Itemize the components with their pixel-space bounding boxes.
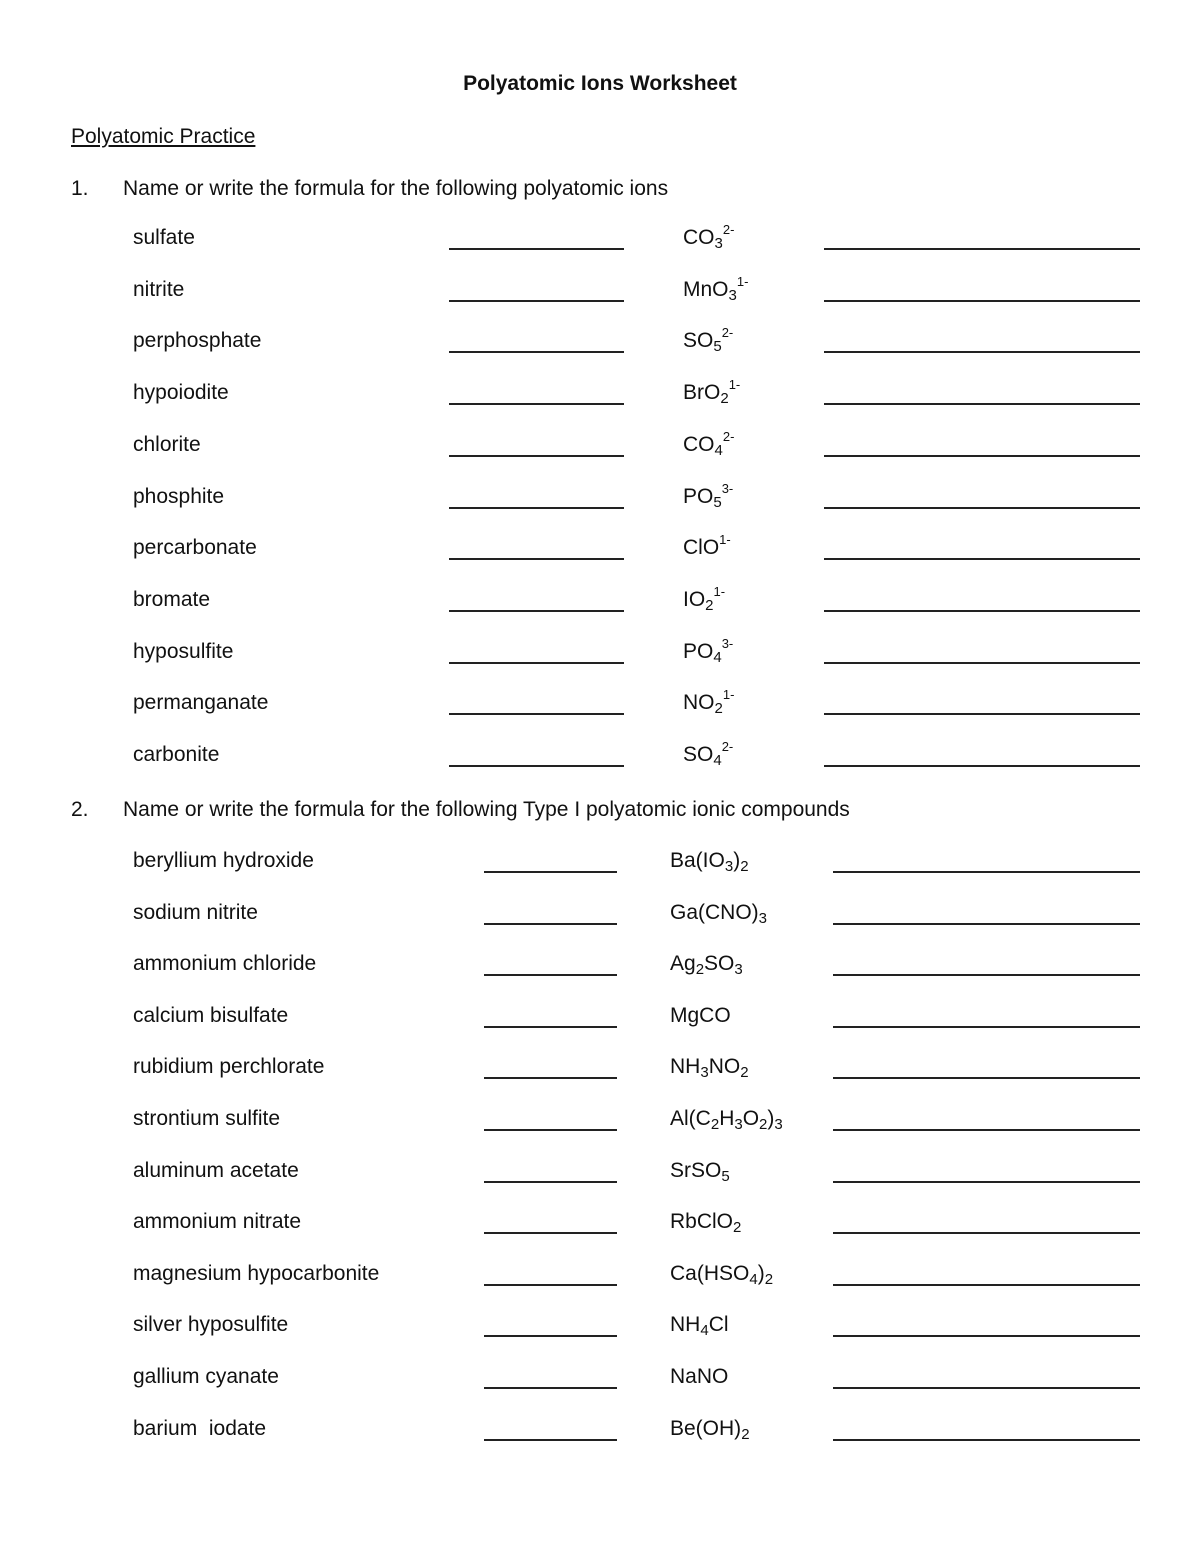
worksheet-row [0, 687, 1200, 743]
worksheet-title: Polyatomic Ions Worksheet [463, 72, 737, 95]
formula-text: H [719, 1107, 735, 1130]
formula-charge: 3- [721, 635, 734, 651]
formula-text: BrO [683, 381, 721, 405]
formula-text: IO [683, 587, 706, 611]
ion-name: aluminum acetate [133, 1158, 299, 1182]
formula-text: Ba(IO [670, 849, 725, 872]
formula-text: ) [757, 1261, 765, 1285]
worksheet-row [0, 1210, 1200, 1262]
worksheet-row [0, 739, 1200, 795]
worksheet-row [0, 1365, 1200, 1417]
chemical-formula [683, 687, 735, 718]
chemical-formula [670, 952, 743, 979]
chemical-formula [683, 583, 726, 614]
worksheet-row [0, 532, 1200, 588]
chemical-formula [683, 739, 734, 769]
ion-name: nitrite [133, 277, 185, 301]
name-answer-blank[interactable] [833, 1439, 1140, 1441]
formula-answer-blank[interactable] [484, 871, 617, 873]
chemical-formula [670, 1313, 729, 1340]
name-answer-blank[interactable] [833, 1129, 1140, 1131]
formula-answer-blank[interactable] [484, 1026, 617, 1028]
worksheet-row [0, 1055, 1200, 1107]
formula-charge: 2- [721, 325, 734, 341]
formula-subscript: 3 [724, 858, 734, 875]
ion-name: percarbonate [133, 536, 257, 560]
formula-subscript: 3 [758, 909, 768, 927]
formula-answer-blank[interactable] [449, 403, 624, 405]
worksheet-row [0, 222, 1200, 278]
name-answer-blank[interactable] [824, 765, 1140, 767]
formula-text: MnO [683, 277, 729, 301]
formula-text: NH [670, 1313, 701, 1337]
formula-answer-blank[interactable] [484, 1335, 617, 1337]
chemical-formula [670, 1262, 773, 1286]
name-answer-blank[interactable] [824, 403, 1140, 405]
formula-charge: 1- [713, 583, 726, 599]
ion-name: phosphite [133, 484, 225, 508]
formula-answer-blank[interactable] [449, 713, 624, 715]
formula-answer-blank[interactable] [484, 1077, 617, 1079]
name-answer-blank[interactable] [824, 351, 1140, 353]
name-answer-blank[interactable] [833, 974, 1140, 976]
chemical-formula [683, 532, 731, 560]
name-answer-blank[interactable] [824, 248, 1140, 250]
formula-answer-blank[interactable] [484, 1181, 617, 1183]
ion-name: chlorite [133, 432, 201, 456]
formula-text: NH [670, 1055, 701, 1079]
chemical-formula [683, 480, 734, 511]
chemical-formula [683, 325, 734, 356]
formula-charge: 2- [722, 428, 735, 444]
formula-subscript: 2 [710, 1116, 720, 1133]
section-heading: Polyatomic Practice [71, 125, 256, 148]
formula-charge: 1- [722, 687, 735, 703]
worksheet-row [0, 1313, 1200, 1365]
ion-name: carbonite [133, 743, 220, 766]
ion-name: permanganate [133, 691, 269, 715]
formula-answer-blank[interactable] [449, 558, 624, 560]
formula-text: Be(OH) [670, 1416, 742, 1440]
formula-answer-blank[interactable] [484, 1232, 617, 1234]
ion-name: sodium nitrite [133, 900, 258, 924]
worksheet-row [0, 952, 1200, 1004]
chemical-formula [670, 1055, 749, 1082]
formula-text: CO [683, 226, 715, 249]
formula-subscript: 3 [714, 235, 723, 252]
formula-answer-blank[interactable] [484, 1439, 617, 1441]
formula-subscript: 2 [764, 1270, 774, 1288]
ion-name: sulfate [133, 226, 195, 249]
worksheet-row [0, 635, 1200, 692]
formula-text: RbClO [670, 1210, 734, 1234]
ion-name: magnesium hypocarbonite [133, 1261, 380, 1285]
chemical-formula [670, 1417, 750, 1441]
formula-subscript: 2 [741, 1425, 750, 1443]
formula-text: PO [683, 484, 714, 508]
formula-text: Ca(HSO [670, 1261, 750, 1285]
chemical-formula [683, 428, 735, 459]
chemical-formula [683, 635, 734, 666]
ion-name: ammonium nitrate [133, 1210, 302, 1234]
formula-subscript: 4 [749, 1270, 758, 1288]
formula-charge: 1- [728, 377, 741, 393]
formula-text: NO [683, 691, 715, 715]
formula-subscript: 2 [720, 390, 729, 408]
formula-charge: 2- [722, 222, 735, 237]
formula-subscript: 3 [734, 961, 743, 979]
name-answer-blank[interactable] [833, 923, 1140, 925]
formula-answer-blank[interactable] [449, 300, 624, 302]
formula-answer-blank[interactable] [484, 1387, 617, 1389]
name-answer-blank[interactable] [824, 455, 1140, 457]
ion-name: barium iodate [133, 1416, 267, 1440]
formula-answer-blank[interactable] [484, 1129, 617, 1131]
worksheet-row [0, 1159, 1200, 1211]
name-answer-blank[interactable] [833, 1077, 1140, 1079]
name-answer-blank[interactable] [833, 1284, 1140, 1286]
formula-answer-blank[interactable] [449, 765, 624, 767]
name-answer-blank[interactable] [824, 662, 1140, 664]
formula-charge: 1- [719, 532, 731, 548]
formula-text: SrSO [670, 1158, 722, 1182]
worksheet-row [0, 428, 1200, 485]
formula-subscript: 5 [713, 493, 722, 511]
formula-charge: 2- [721, 739, 734, 754]
formula-answer-blank[interactable] [449, 507, 624, 509]
formula-text: NaNO [670, 1365, 729, 1388]
formula-subscript: 3 [734, 1116, 743, 1133]
name-answer-blank[interactable] [824, 713, 1140, 715]
formula-text: ClO [683, 536, 720, 560]
chemical-formula [670, 1365, 728, 1389]
ion-name: strontium sulfite [133, 1107, 281, 1130]
worksheet-row [0, 1417, 1200, 1469]
ion-name: gallium cyanate [133, 1365, 279, 1388]
chemical-formula [670, 1159, 730, 1183]
formula-subscript: 2 [740, 858, 749, 875]
name-answer-blank[interactable] [824, 507, 1140, 509]
chemical-formula [670, 1004, 731, 1028]
formula-text: SO [683, 743, 714, 766]
formula-text: PO [683, 639, 714, 663]
formula-text: Cl [708, 1313, 729, 1337]
formula-subscript: 2 [740, 1064, 749, 1082]
name-answer-blank[interactable] [833, 1232, 1140, 1234]
chemical-formula [670, 901, 767, 925]
chemical-formula [670, 1210, 742, 1237]
formula-charge: 3- [721, 480, 734, 496]
formula-subscript: 2 [733, 1219, 742, 1237]
worksheet-row [0, 901, 1200, 953]
ion-name: rubidium perchlorate [133, 1055, 325, 1079]
formula-subscript: 4 [713, 648, 722, 666]
formula-text: ) [733, 849, 741, 872]
ion-name: bromate [133, 587, 211, 611]
worksheet-row [0, 377, 1200, 433]
formula-text: CO [683, 432, 715, 456]
formula-text: SO [704, 952, 735, 976]
formula-text: Ag [670, 952, 696, 976]
chemical-formula [670, 849, 749, 873]
formula-subscript: 2 [695, 961, 705, 979]
formula-text: ) [767, 1107, 775, 1130]
formula-subscript: 4 [714, 441, 723, 459]
chemical-formula [683, 273, 749, 304]
formula-subscript: 4 [713, 752, 722, 769]
formula-answer-blank[interactable] [449, 351, 624, 353]
name-answer-blank[interactable] [833, 1335, 1140, 1337]
worksheet-row [0, 849, 1200, 901]
ion-name: beryllium hydroxide [133, 849, 314, 872]
name-answer-blank[interactable] [833, 871, 1140, 873]
formula-subscript: 3 [774, 1116, 783, 1133]
formula-answer-blank[interactable] [484, 974, 617, 976]
name-answer-blank[interactable] [833, 1387, 1140, 1389]
formula-subscript: 3 [728, 286, 737, 304]
worksheet-row [0, 1004, 1200, 1056]
chemical-formula [683, 377, 741, 408]
formula-subscript: 5 [713, 338, 722, 356]
ion-name: hyposulfite [133, 639, 234, 663]
chemical-formula [670, 1107, 783, 1131]
formula-text: O [742, 1107, 760, 1130]
ion-name: ammonium chloride [133, 952, 317, 976]
worksheet-row [0, 1107, 1200, 1159]
question-2-number: 2. [71, 798, 89, 821]
formula-subscript: 5 [721, 1167, 730, 1185]
ion-name: perphosphate [133, 329, 262, 353]
ion-name: silver hyposulfite [133, 1313, 289, 1337]
formula-text: NO [708, 1055, 741, 1079]
formula-text: SO [683, 329, 714, 353]
name-answer-blank[interactable] [824, 610, 1140, 612]
formula-subscript: 3 [700, 1064, 709, 1082]
formula-subscript: 2 [759, 1116, 768, 1133]
name-answer-blank[interactable] [833, 1026, 1140, 1028]
formula-subscript: 2 [705, 596, 714, 614]
question-1-number: 1. [71, 177, 89, 200]
worksheet-row [0, 325, 1200, 381]
formula-answer-blank[interactable] [449, 610, 624, 612]
name-answer-blank[interactable] [824, 300, 1140, 302]
formula-text: Ga(CNO) [670, 900, 759, 924]
formula-answer-blank[interactable] [484, 923, 617, 925]
question-2-text: Name or write the formula for the following Type I polyatomic ionic compounds [123, 798, 850, 821]
formula-subscript: 2 [714, 700, 723, 718]
formula-text: MgCO [670, 1003, 731, 1027]
name-answer-blank[interactable] [824, 558, 1140, 560]
formula-text: Al(C [670, 1107, 711, 1130]
ion-name: calcium bisulfate [133, 1003, 289, 1027]
formula-answer-blank[interactable] [484, 1284, 617, 1286]
worksheet-row [0, 480, 1200, 537]
formula-charge: 1- [736, 273, 749, 289]
formula-subscript: 4 [700, 1322, 709, 1340]
formula-answer-blank[interactable] [449, 662, 624, 664]
question-1-text: Name or write the formula for the following polyatomic ions [123, 177, 669, 200]
worksheet-row [0, 1262, 1200, 1314]
name-answer-blank[interactable] [833, 1181, 1140, 1183]
ion-name: hypoiodite [133, 381, 229, 405]
worksheet-row [0, 273, 1200, 330]
worksheet-row [0, 583, 1200, 640]
formula-answer-blank[interactable] [449, 455, 624, 457]
chemical-formula [683, 222, 735, 252]
formula-answer-blank[interactable] [449, 248, 624, 250]
